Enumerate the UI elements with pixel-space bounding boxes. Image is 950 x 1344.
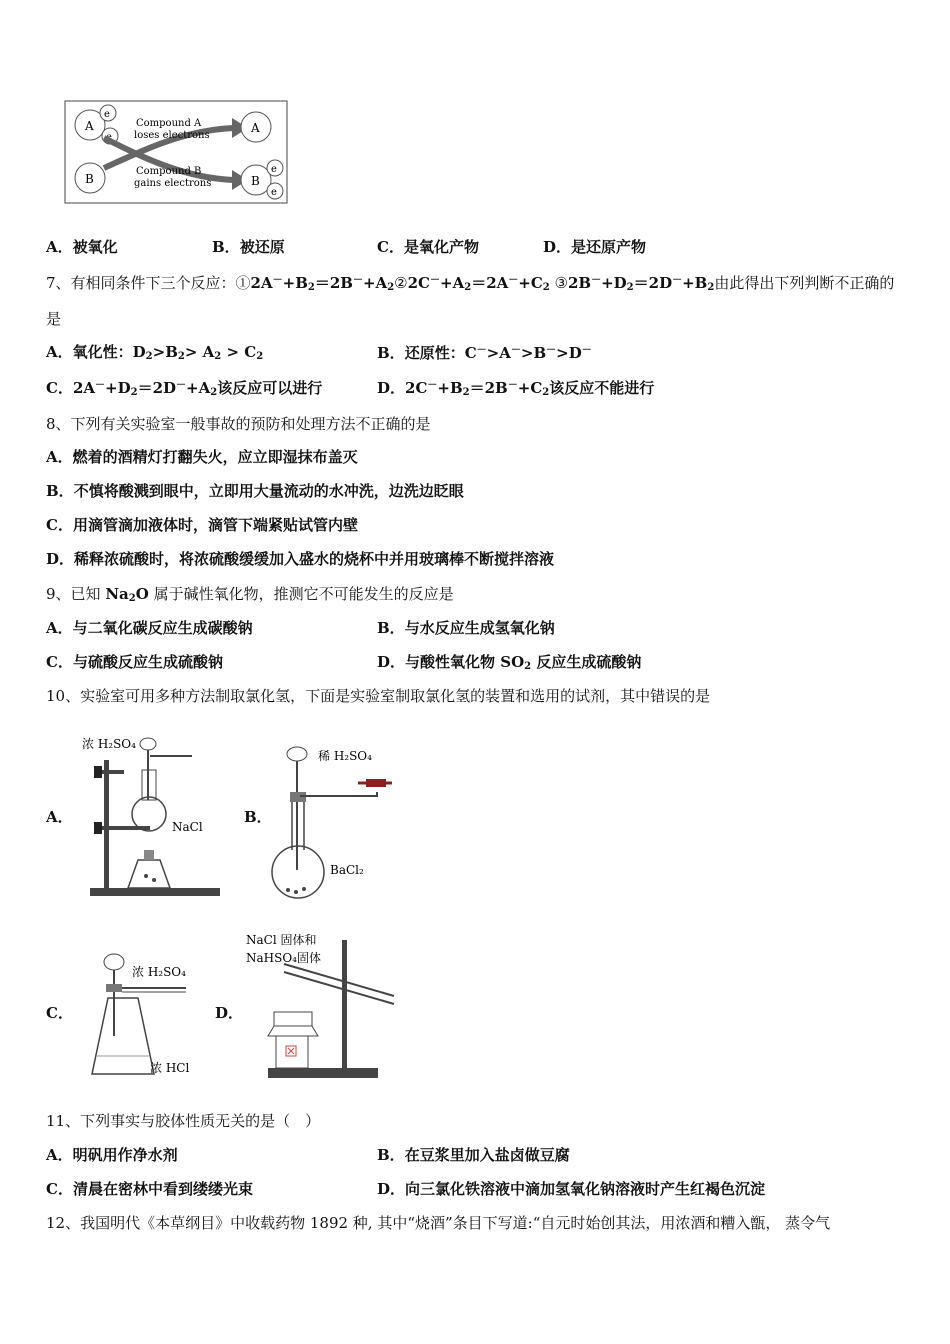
apparatus-a-acid-label: 浓 H₂SO₄ (82, 737, 136, 751)
compound-b-label-1: Compound B (136, 166, 202, 177)
svg-text:e: e (104, 109, 110, 120)
q7-option-c: C．$2A^-+D_2=2D^-+A_2$该反应可以进行 (46, 379, 323, 398)
q7-option-a: A．氧化性：$D_2>B_2> A_2 > C_2$ (46, 343, 264, 362)
q10-label-a: A． (46, 808, 73, 826)
apparatus-b-solid-label: BaCl₂ (330, 863, 364, 877)
apparatus-b-acid-label: 稀 H₂SO₄ (318, 749, 372, 763)
apparatus-d-label-2: NaHSO₄固体 (246, 951, 321, 965)
svg-text:B: B (251, 174, 260, 188)
apparatus-b (262, 740, 412, 905)
q6-option-b: B．被还原 (212, 238, 285, 256)
compound-b-label-2: gains electrons (134, 178, 212, 189)
q6-option-a: A．被氧化 (46, 238, 118, 256)
q7-option-d: D．$2C^-+B_2=2B^-+C_2$该反应不能进行 (377, 379, 655, 398)
q10-label-b: B． (244, 808, 272, 826)
svg-text:e: e (271, 187, 277, 198)
q9-option-b: B．与水反应生成氢氧化钠 (377, 619, 555, 637)
q8-option-a: A．燃着的酒精灯打翻失火，应立即湿抹布盖灭 (46, 448, 358, 466)
electron-transfer-diagram (64, 100, 290, 206)
svg-text:e: e (271, 164, 277, 175)
q11-option-c: C．清晨在密林中看到缕缕光束 (46, 1180, 253, 1198)
q11-option-a: A．明矾用作净水剂 (46, 1146, 178, 1164)
q9-option-d: D．与酸性氧化物 $SO_2$ 反应生成硫酸钠 (377, 653, 642, 672)
apparatus-d (244, 928, 404, 1084)
q9-stem: 9、已知 $Na_2O$ 属于碱性氧化物，推测它不可能发生的反应是 (46, 585, 454, 604)
apparatus-d-label-1: NaCl 固体和 (246, 933, 317, 947)
q11-stem: 11、下列事实与胶体性质无关的是（ ） (46, 1112, 321, 1130)
q10-label-c: C． (46, 1004, 73, 1022)
q11-option-d: D．向三氯化铁溶液中滴加氢氧化钠溶液时产生红褐色沉淀 (377, 1180, 766, 1198)
q9-option-c: C．与硫酸反应生成硫酸钠 (46, 653, 223, 671)
q7-stem-line2: 是 (46, 310, 62, 328)
q12-stem: 12、我国明代《本草纲目》中收载药物 1892 种, 其中“烧酒”条目下写道:“自元时始创其法，用浓酒和糟入甑， 蒸令气 (46, 1214, 831, 1232)
q9-option-a: A．与二氧化碳反应生成碳酸钠 (46, 619, 253, 637)
apparatus-a-solid-label: NaCl (172, 820, 203, 834)
apparatus-c (82, 948, 207, 1080)
q11-option-b: B．在豆浆里加入盐卤做豆腐 (377, 1146, 570, 1164)
apparatus-c-acid-label: 浓 H₂SO₄ (132, 965, 186, 979)
q10-stem: 10、实验室可用多种方法制取氯化氢，下面是实验室制取氯化氢的装置和选用的试剂，其中错误的是 (46, 687, 711, 705)
q6-option-d: D．是还原产物 (543, 238, 647, 256)
atom-b-label: B (85, 172, 94, 186)
q7-stem: 7、有相同条件下三个反应：$①2A^-+B_2=2B^-+A_2②2C^-+A_2=2A^-+C_2$ $③2B^-+D_2=2D^-+B_2$由此得出下列判断不正确的 (46, 274, 895, 293)
q10-label-d: D． (215, 1004, 244, 1022)
apparatus-c-liquid-label: 浓 HCl (150, 1061, 190, 1075)
q6-option-c: C．是氧化产物 (377, 238, 479, 256)
q8-stem: 8、下列有关实验室一般事故的预防和处理方法不正确的是 (46, 415, 431, 433)
compound-a-label-1: Compound A (136, 118, 202, 129)
q8-option-b: B．不慎将酸溅到眼中，立即用大量流动的水冲洗，边洗边眨眼 (46, 482, 464, 500)
q7-option-b: B．还原性：C－>A－>B－>D－ (377, 344, 592, 362)
svg-text:A: A (251, 121, 260, 135)
atom-a-label: A (85, 119, 94, 133)
apparatus-a (80, 730, 225, 902)
q8-option-d: D．稀释浓硫酸时，将浓硫酸缓缓加入盛水的烧杯中并用玻璃棒不断搅拌溶液 (46, 550, 555, 568)
compound-a-label-2: loses electrons (134, 130, 210, 141)
svg-text:e: e (106, 132, 112, 143)
q8-option-c: C．用滴管滴加液体时，滴管下端紧贴试管内壁 (46, 516, 358, 534)
